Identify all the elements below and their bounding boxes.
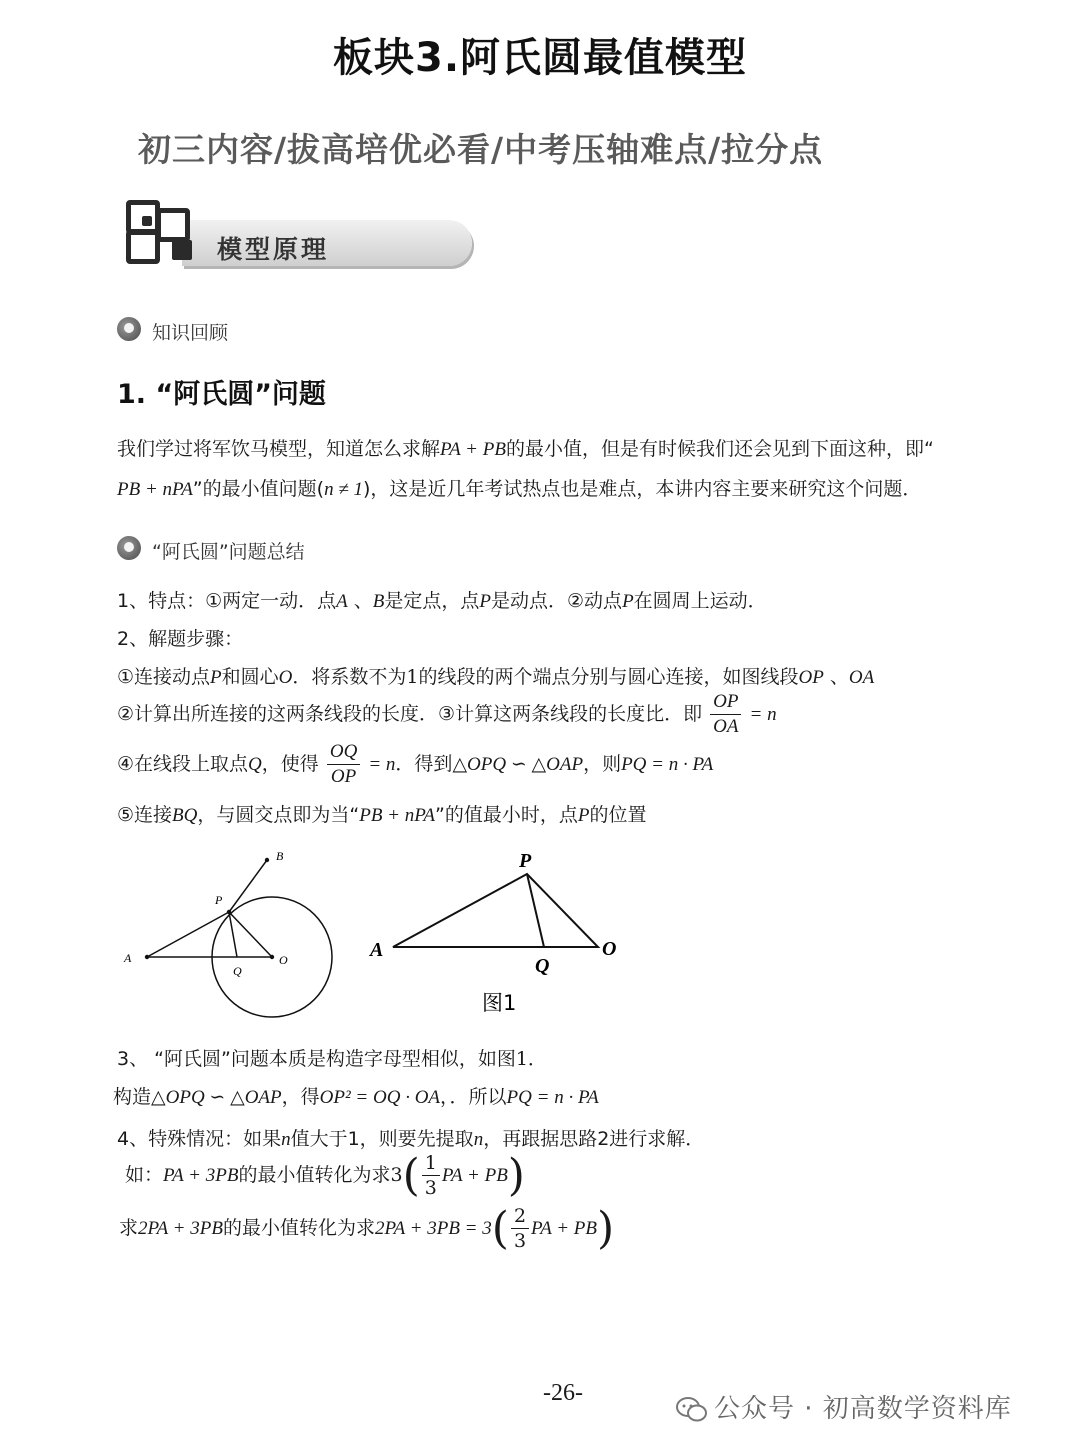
figure-left-circle-diagram [123, 849, 332, 1017]
label-a: A [124, 951, 132, 965]
fraction-one-third: $\frac{1}{3}$ [422, 1151, 440, 1200]
figure-caption: 图1 [482, 991, 517, 1015]
wechat-icon [676, 1396, 708, 1424]
step-4: ⑤连接BQ，与圆交点即为当“PB + nPA”的值最小时，点P的位置 [117, 804, 647, 826]
item-1-features: 1、特点：①两定一动．点A 、B是定点，点P是动点．②动点P在圆周上运动． [117, 590, 767, 612]
point-a [145, 955, 149, 959]
banner-label: 模型原理 [217, 235, 330, 264]
page-number: -26- [543, 1380, 583, 1406]
segment-pb [229, 860, 267, 912]
example-2: 求2PA + 3PB的最小值转化为求2PA + 3PB = 3( $\frac{2}{3}$ PA + PB) [119, 1203, 615, 1254]
page-title: 板块3.阿氏圆最值模型 [332, 35, 748, 81]
label-q: Q [233, 964, 242, 978]
figure-right-triangle-diagram [368, 850, 616, 1015]
figure-1 [110, 840, 650, 1030]
watermark: 公众号 · 初高数学资料库 [676, 1388, 1012, 1425]
segment-pq-right [527, 874, 544, 947]
step-3: ④在线段上取点Q，使得 $\frac{OQ}{OP}$ = n．得到△OPQ ∽ △OAP，则PQ = n · PA [117, 741, 714, 787]
summary-label: “阿氏圆”问题总结 [152, 541, 305, 563]
triangle-apo [393, 874, 598, 947]
label-q-right: Q [535, 955, 550, 977]
intro-line-2: PB + nPA”的最小值问题(n ≠ 1)，这是近几年考试热点也是难点，本讲内容主要来研究这个问题． [117, 478, 922, 500]
item-2-steps: 2、解题步骤： [117, 628, 244, 650]
item-3-construction: 构造△OPQ ∽ △OAP，得OP² = OQ · OA，．所以PQ = n · PA [113, 1086, 599, 1108]
page-subtitle: 初三内容/拔高培优必看/中考压轴难点/拉分点 [138, 130, 824, 169]
knowledge-label: 知识回顾 [152, 322, 229, 344]
label-o: O [279, 953, 288, 967]
point-p [227, 910, 231, 914]
example-1: 如：PA + 3PB的最小值转化为求3( $\frac{1}{3}$ PA + PB) [125, 1150, 525, 1201]
label-p-right: P [519, 850, 532, 872]
step-2: ②计算出所连接的这两条线段的长度．③计算这两条线段的长度比．即 $\frac{OP}{OA}$ = n [117, 691, 777, 737]
item-3-essence: 3、 “阿氏圆”问题本质是构造字母型相似，如图1． [117, 1048, 547, 1070]
label-o-right: O [602, 938, 617, 960]
point-o [270, 955, 274, 959]
heading-ashi-circle: 1. “阿氏圆”问题 [117, 379, 326, 410]
label-p: P [215, 893, 223, 907]
point-b [265, 858, 269, 862]
section-banner [120, 198, 360, 278]
item-4-special-case: 4、特殊情况：如果n值大于1，则要先提取n，再跟据思路2进行求解． [117, 1128, 705, 1150]
step-1: ①连接动点P和圆心O．将系数不为1的线段的两个端点分别与圆心连接，如图线段OP 、OA [117, 666, 875, 688]
fraction-two-thirds: $\frac{2}{3}$ [511, 1204, 529, 1253]
bullet-circle-icon [117, 317, 141, 341]
label-b: B [276, 849, 284, 863]
fraction-op-oa: $\frac{OP}{OA}$ [710, 690, 741, 739]
fraction-oq-op: $\frac{OQ}{OP}$ [327, 740, 360, 789]
label-a-right: A [370, 939, 384, 961]
intro-line-1: 我们学过将军饮马模型，知道怎么求解PA + PB的最小值，但是有时候我们还会见到下面这种，即“ [117, 438, 934, 460]
bullet-circle-icon [117, 536, 141, 560]
